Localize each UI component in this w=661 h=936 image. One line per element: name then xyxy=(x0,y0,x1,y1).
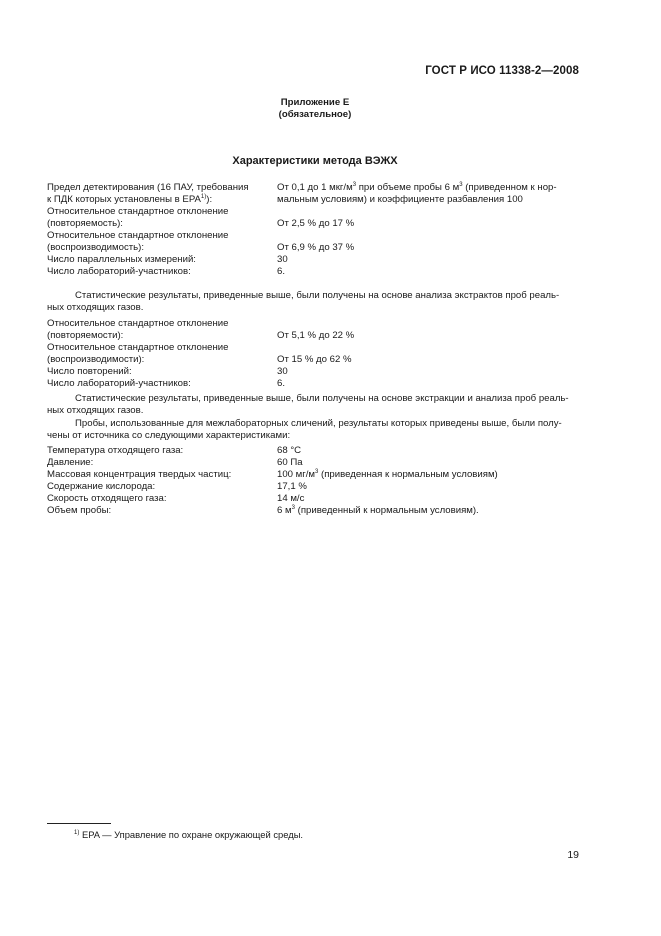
value-text: 6 м xyxy=(277,505,292,516)
row-value xyxy=(277,469,580,481)
characteristics-block-1 xyxy=(47,182,580,278)
value-text: (приведенный к нормальным условиям). xyxy=(294,505,479,516)
table-row xyxy=(47,266,580,278)
value-text: (приведенном к нор- xyxy=(462,182,557,193)
label-line: (воспроизводимости): xyxy=(47,354,145,365)
row-value xyxy=(277,505,580,517)
row-label: Объем пробы: xyxy=(47,505,112,516)
label-line: Относительное стандартное отклонение xyxy=(47,230,229,241)
row-value: От 5,1 % до 22 % xyxy=(277,330,355,341)
row-value: 6. xyxy=(277,266,286,277)
label-line xyxy=(47,194,265,206)
row-value: 30 xyxy=(277,254,288,265)
footnote-divider xyxy=(47,823,111,824)
row-label xyxy=(47,206,265,230)
label-line: (воспроизводимость): xyxy=(47,242,144,253)
row-label: Давление: xyxy=(47,457,94,468)
superscript: 3 xyxy=(315,469,319,475)
row-label: Число параллельных измерений: xyxy=(47,254,196,265)
paragraph-line: Статистические результаты, приведенные выше, были получены на основе анализа экстрактов проб реаль- xyxy=(75,290,560,301)
table-row xyxy=(47,230,580,254)
table-row xyxy=(47,254,580,266)
row-label: Массовая концентрация твердых частиц: xyxy=(47,469,232,480)
row-value: От 6,9 % до 37 % xyxy=(277,242,355,253)
table-row xyxy=(47,481,580,493)
table-row xyxy=(47,457,580,469)
superscript: 3 xyxy=(459,182,463,188)
paragraph-line: чены от источника со следующими характеристиками: xyxy=(47,430,291,441)
value-text: (приведенная к нормальным условиям) xyxy=(318,469,498,480)
row-label: Число лабораторий-участников: xyxy=(47,266,191,277)
label-line: Относительное стандартное отклонение xyxy=(47,342,229,353)
row-label: Скорость отходящего газа: xyxy=(47,493,167,504)
table-row xyxy=(47,445,580,457)
value-line: мальным условиям) и коэффициенте разбавления 100 xyxy=(277,194,523,205)
row-value: От 15 % до 62 % xyxy=(277,354,352,365)
page-number: 19 xyxy=(567,849,579,861)
table-row xyxy=(47,493,580,505)
label-line: Относительное стандартное отклонение xyxy=(47,206,229,217)
value-text: 100 мг/м xyxy=(277,469,316,480)
row-label: Температура отходящего газа: xyxy=(47,445,184,456)
footnote-mark: 1) xyxy=(74,830,80,836)
value-text: при объеме пробы 6 м xyxy=(356,182,460,193)
row-value: 68 °С xyxy=(277,445,302,456)
row-label: Число повторений: xyxy=(47,366,132,377)
row-label: Содержание кислорода: xyxy=(47,481,156,492)
row-value: 6. xyxy=(277,378,286,389)
row-label: Число лабораторий-участников: xyxy=(47,378,191,389)
row-value: 17,1 % xyxy=(277,481,307,492)
row-label xyxy=(47,230,265,254)
table-row xyxy=(47,378,580,390)
label-line: Относительное стандартное отклонение xyxy=(47,318,229,329)
label-line: (повторяемости): xyxy=(47,330,124,341)
annex-title: Приложение Е xyxy=(280,97,350,108)
value-line xyxy=(277,182,580,194)
row-value xyxy=(277,182,580,206)
superscript: 3 xyxy=(291,505,295,511)
paragraph xyxy=(47,290,580,314)
label-tail: ): xyxy=(206,194,213,205)
table-row xyxy=(47,469,580,481)
value-text: От 0,1 до 1 мкг/м xyxy=(277,182,353,193)
paragraph xyxy=(47,418,580,442)
section-title: Характеристики метода ВЭЖХ xyxy=(232,155,398,167)
footnote-text: EPA — Управление по охране окружающей среды. xyxy=(81,829,304,840)
row-label xyxy=(47,318,265,342)
footnote-ref: 1) xyxy=(200,194,207,200)
table-row xyxy=(47,318,580,342)
row-label xyxy=(47,342,265,366)
paragraph-line: ных отходящих газов. xyxy=(47,302,144,313)
characteristics-block-2 xyxy=(47,318,580,390)
row-label xyxy=(47,182,265,206)
sample-characteristics-block xyxy=(47,445,580,517)
annex-heading xyxy=(0,97,630,121)
row-value: 60 Па xyxy=(277,457,303,468)
label-line: (повторяемость): xyxy=(47,218,123,229)
paragraph-line: Статистические результаты, приведенные выше, были получены на основе экстракции и анализа проб реаль- xyxy=(75,393,569,404)
table-row xyxy=(47,206,580,230)
paragraph-line: ных отходящих газов. xyxy=(47,405,144,416)
label-text: к ПДК которых установлены в EPA xyxy=(47,194,201,205)
document-header-id: ГОСТ Р ИСО 11338-2—2008 xyxy=(425,65,579,77)
superscript: 3 xyxy=(352,182,357,188)
table-row xyxy=(47,342,580,366)
row-value: От 2,5 % до 17 % xyxy=(277,218,355,229)
annex-status: (обязательное) xyxy=(278,109,352,120)
paragraph xyxy=(47,393,580,417)
table-row xyxy=(47,505,580,517)
table-row xyxy=(47,366,580,378)
table-row xyxy=(47,182,580,206)
label-line: Предел детектирования (16 ПАУ, требования xyxy=(47,182,249,193)
row-value: 14 м/с xyxy=(277,493,305,504)
row-value: 30 xyxy=(277,366,288,377)
paragraph-line: Пробы, использованные для межлабораторных сличений, результаты которых приведены выше, были полу- xyxy=(75,418,562,429)
footnote xyxy=(74,829,303,841)
